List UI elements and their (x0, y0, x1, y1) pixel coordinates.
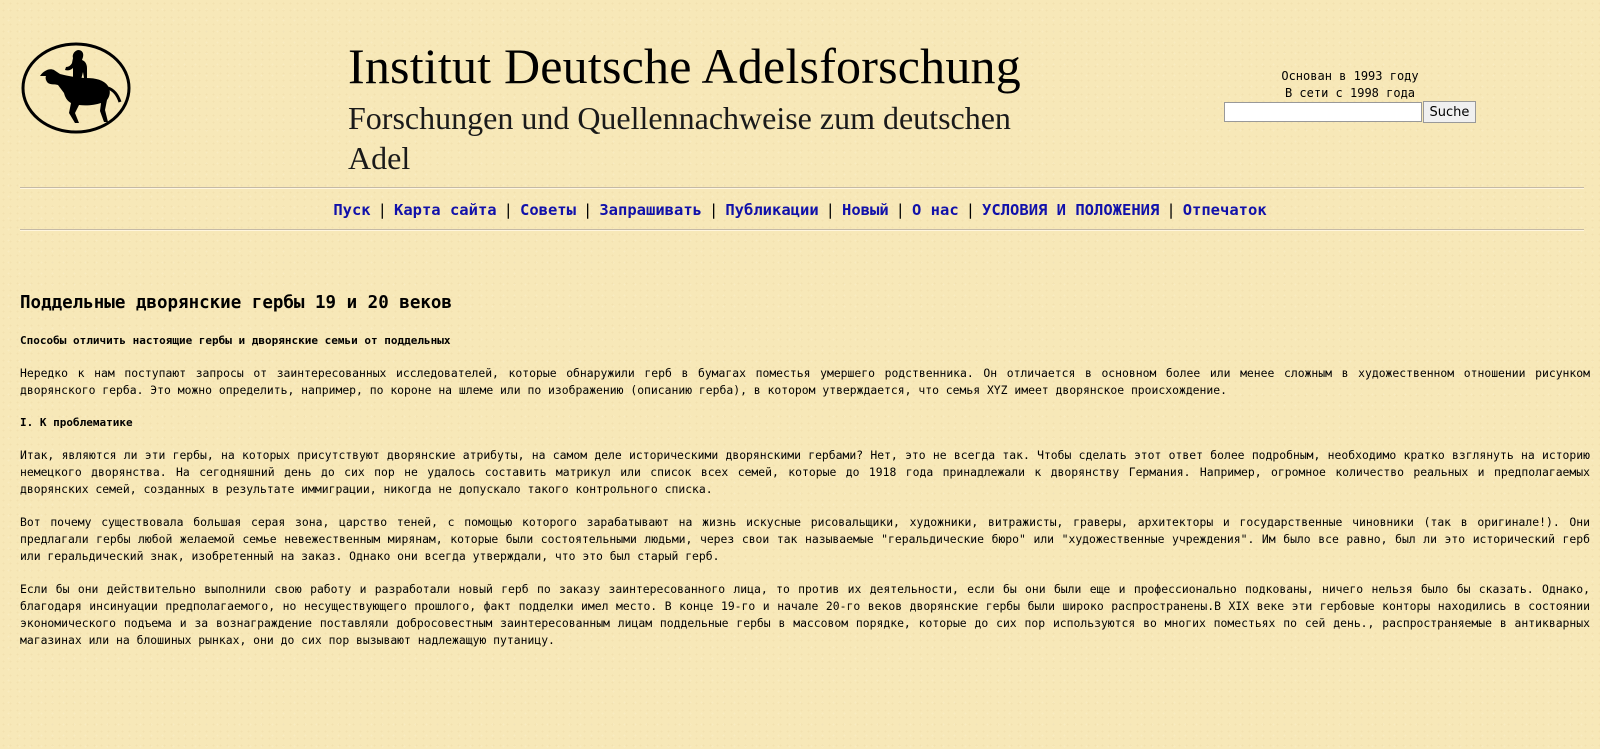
nav-item-start[interactable]: Пуск (333, 201, 371, 219)
nav-separator: | (582, 201, 593, 219)
nav-item-new[interactable]: Новый (842, 201, 889, 219)
nav-item-about[interactable]: О нас (912, 201, 959, 219)
nav-separator: | (503, 201, 513, 219)
nav-item-terms[interactable]: УСЛОВИЯ И ПОЛОЖЕНИЯ (982, 201, 1160, 219)
site-subtitle: Forschungen und Quellennachweise zum deutschen Adel (348, 100, 1011, 176)
nav-item-tips[interactable]: Советы (519, 201, 576, 219)
article-subtitle: Способы отличить настоящие гербы и дворянские семьи от поддельных (20, 334, 451, 347)
divider (20, 229, 1584, 231)
article-intro: Нередко к нам поступают запросы от заинтересованных исследователей, которые обнаружили герб в бумагах поместья умершего родственника. Он отличается в основном более или менее сложным в художественном отношении рисунком дворянского герба. Это можно определить, например, по короне на шлеме или по изображению (описанию герба), в котором утверждается, что семья XYZ имеет дворянское происхождение. (20, 366, 1590, 397)
article (20, 290, 1590, 649)
nav-separator: | (895, 201, 906, 219)
online-since-text: В сети с 1998 года (1284, 86, 1416, 100)
header-info (1216, 68, 1484, 123)
search-input[interactable] (1224, 102, 1422, 122)
page-title: Поддельные дворянские гербы 19 и 20 веков (20, 293, 452, 313)
main-nav (0, 198, 1600, 222)
divider (20, 187, 1584, 189)
article-paragraph: Итак, являются ли эти гербы, на которых присутствуют дворянские атрибуты, на самом деле историческими дворянскими гербами? Нет, это не всегда так. Чтобы сделать этот ответ более подробным, необходимо кратко взглянуть на историю немецкого дворянства. На сегодняшний день до сих пор не удалось составить матрикул или список всех семей, которые до 1918 года принадлежали к дворянству Германия. Например, огромное количество реальных и предполагаемых дворянских семей, созданных в результате иммиграции, никогда не допускало такого контрольного списка. (20, 448, 1590, 496)
nav-separator: | (825, 201, 835, 219)
nav-item-sitemap[interactable]: Карта сайта (393, 201, 497, 219)
nav-item-request[interactable]: Запрашивать (599, 201, 702, 219)
site-header (348, 36, 1068, 178)
nav-item-publications[interactable]: Публикации (725, 201, 819, 219)
nav-separator: | (965, 201, 976, 219)
nav-item-imprint[interactable]: Отпечаток (1182, 201, 1267, 219)
search-button[interactable]: Suche (1423, 101, 1477, 123)
article-paragraph: Вот почему существовала большая серая зона, царство теней, с помощью которого зарабатывают на жизнь искусные рисовальщики, художники, витражисты, граверы, архитекторы и государственные чиновники (так в оригинале!). Они предлагали гербы любой желаемой семье невежественным мирянам, которые были состоятельными людьми, через свои так называемые "геральдические бюро" или "художественные учреждения". Им было все равно, был ли это исторический герб или геральдический знак, изобретенный на заказ. Однако они всегда утверждали, что это был старый герб. (20, 515, 1590, 563)
institute-logo[interactable] (20, 42, 132, 134)
nav-separator: | (377, 201, 387, 219)
horse-rider-icon (20, 42, 132, 134)
nav-separator: | (1166, 201, 1176, 219)
article-paragraph: Если бы они действительно выполнили свою работу и разработали новый герб по заказу заинтересованного лица, то против их деятельности, если бы они были еще и профессионально подкованы, ничего нельзя было бы сказать. Однако, благодаря инсинуации предполагаемого, но несуществующего прошлого, факт подделки имел место. В конце 19-го и начале 20-го веков дворянские гербы были широко распространены.В XIX веке эти гербовые конторы находились в состоянии экономического подъема и за вознаграждение поставляли добросовестным заинтересованным лицам поддельные гербы в массовом порядке, которые до сих пор используются во многих поместьях по сей день., распространяемые в антикварных магазинах или на блошиных рынках, они до сих пор вызывают надлежащую путаницу. (20, 582, 1590, 647)
site-title: Institut Deutsche Adelsforschung (348, 38, 1021, 94)
nav-separator: | (708, 201, 719, 219)
section-heading: I. К проблематике (20, 416, 133, 429)
founded-text: Основан в 1993 году (1281, 69, 1419, 83)
search-form (1216, 102, 1484, 123)
